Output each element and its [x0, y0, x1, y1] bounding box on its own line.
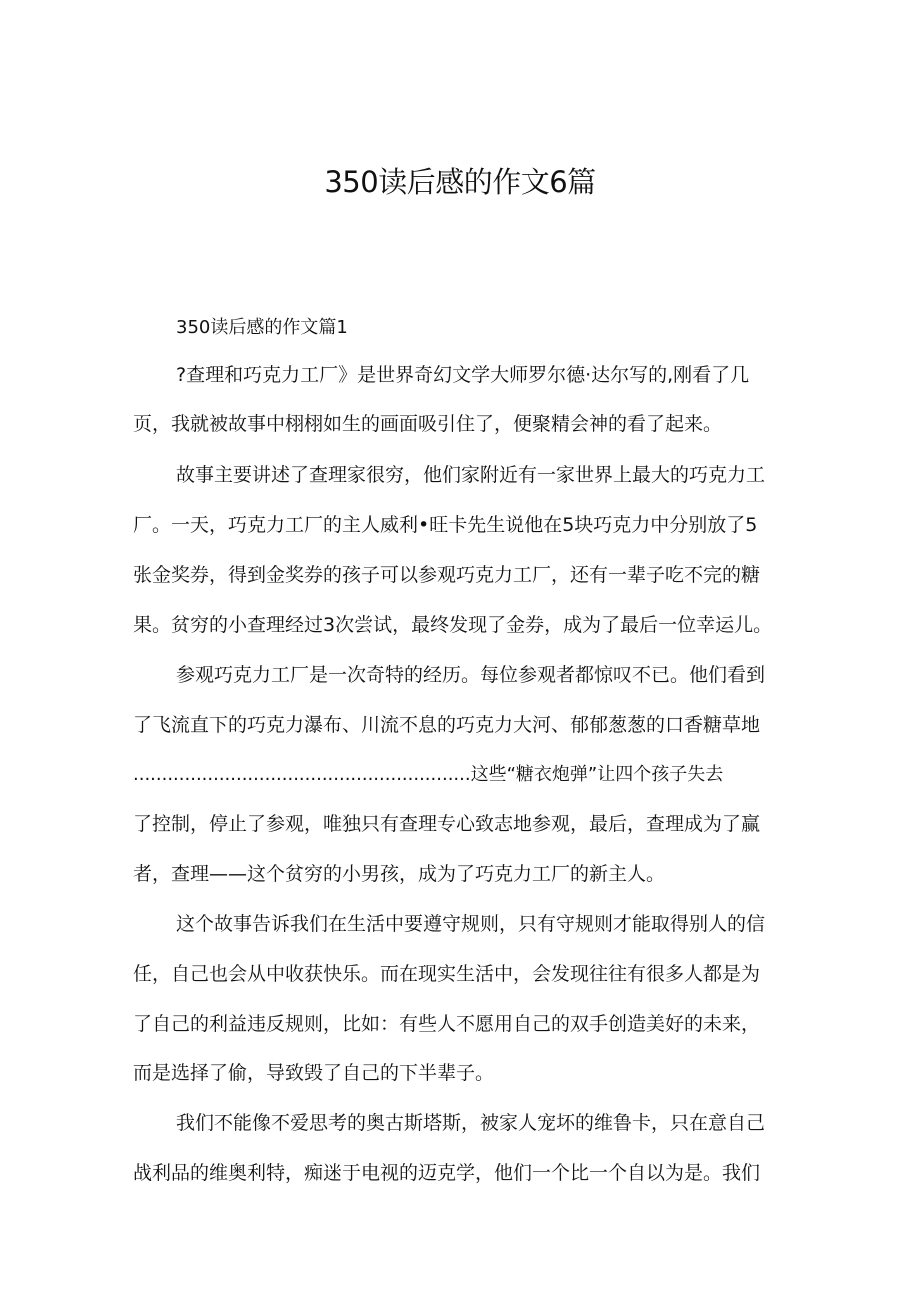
paragraph-line: 果。贫穷的小查理经过3次尝试，最终发现了金券，成为了最后一位幸运儿。 — [133, 614, 773, 636]
paragraph-line: 厂。一天，巧克力工厂的主人威利•旺卡先生说他在5块巧克力中分别放了5 — [133, 514, 758, 536]
page-title: 350读后感的作文6篇 — [324, 165, 596, 199]
paragraph-line: 故事主要讲述了查理家很穷，他们家附近有一家世界上最大的巧克力工 — [176, 464, 766, 486]
paragraph-line: 战利品的维奥利特，痴迷于电视的迈克学，他们一个比一个自以为是。我们 — [133, 1162, 761, 1184]
section-heading: 350读后感的作文篇1 — [176, 317, 348, 338]
paragraph-line: 我们不能像不爱思考的奥古斯塔斯，被家人宠坏的维鲁卡，只在意自己 — [176, 1112, 766, 1134]
paragraph-line: 任，自己也会从中收获快乐。而在现实生活中，会发现往往有很多人都是为 — [133, 963, 761, 985]
paragraph-line: 者，查理——这个贫穷的小男孩，成为了巧克力工厂的新主人。 — [133, 863, 666, 885]
paragraph-line: 张金奖券，得到金奖券的孩子可以参观巧克力工厂，还有一辈子吃不完的糖 — [133, 564, 761, 586]
paragraph-line: 了控制，停止了参观，唯独只有查理专心致志地参观，最后，查理成为了赢 — [133, 813, 761, 835]
paragraph-line: ?查理和巧克力工厂》是世界奇幻文学大师罗尔德·达尔写的,刚看了几 — [176, 364, 750, 386]
paragraph-line: 这个故事告诉我们在生活中要遵守规则，只有守规则才能取得别人的信 — [176, 913, 766, 935]
paragraph-line: ...........................................................这些“糖衣炮弹”让四个孩子失去 — [133, 764, 724, 785]
paragraph-line: 页，我就被故事中栩栩如生的画面吸引住了，便聚精会神的看了起来。 — [133, 413, 723, 435]
paragraph-line: 参观巧克力工厂是一次奇特的经历。每位参观者都惊叹不已。他们看到 — [176, 664, 766, 686]
paragraph-line: 了飞流直下的巧克力瀑布、川流不息的巧克力大河、郁郁葱葱的口香糖草地 — [133, 714, 761, 736]
paragraph-line: 而是选择了偷，导致毁了自己的下半辈子。 — [133, 1062, 495, 1084]
paragraph-line: 了自己的利益违反规则，比如：有些人不愿用自己的双手创造美好的未来， — [133, 1013, 761, 1035]
